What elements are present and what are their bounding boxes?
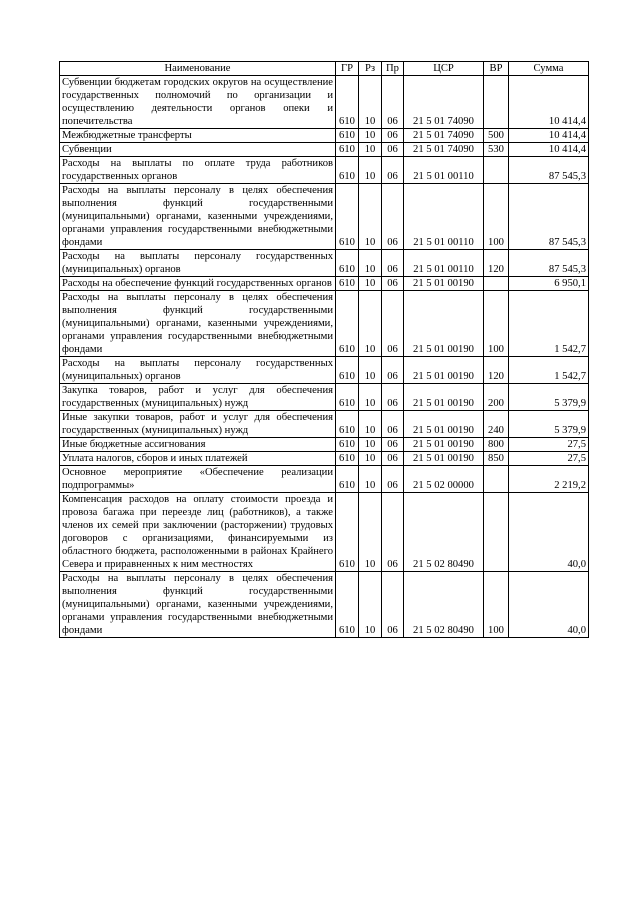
- row-csr: 21 5 01 00190: [404, 438, 484, 452]
- row-name: Расходы на выплаты персоналу в целях обеспечения выполнения функций государственными (муниципальными) органами, казенными учреждениями, органами управления государственными внебюджетными фондами: [60, 572, 336, 638]
- row-vr: 500: [484, 129, 509, 143]
- row-vr: 100: [484, 184, 509, 250]
- row-rz: 10: [359, 572, 382, 638]
- row-gr: 610: [336, 250, 359, 277]
- row-sum: 87 545,3: [509, 250, 589, 277]
- row-csr: 21 5 01 00190: [404, 357, 484, 384]
- row-sum: 40,0: [509, 572, 589, 638]
- row-gr: 610: [336, 277, 359, 291]
- table-row: [60, 493, 589, 572]
- row-rz: 10: [359, 357, 382, 384]
- row-name: Компенсация расходов на оплату стоимости проезда и провоза багажа при переезде лиц (работников), а также членов их семей при заключении (расторжении) трудовых договоров с организациями, финансируемыми из областного бюджета, расположенными в районах Крайнего Севера и приравненных к ним местностях: [60, 493, 336, 572]
- row-vr: 120: [484, 250, 509, 277]
- row-gr: 610: [336, 291, 359, 357]
- row-vr: 200: [484, 384, 509, 411]
- table-row: [60, 384, 589, 411]
- row-gr: 610: [336, 384, 359, 411]
- row-rz: 10: [359, 277, 382, 291]
- row-rz: 10: [359, 384, 382, 411]
- row-rz: 10: [359, 466, 382, 493]
- row-gr: 610: [336, 143, 359, 157]
- row-pr: 06: [382, 250, 404, 277]
- row-sum: 27,5: [509, 452, 589, 466]
- row-name: Межбюджетные трансферты: [60, 129, 336, 143]
- table-row: [60, 466, 589, 493]
- row-vr: 800: [484, 438, 509, 452]
- table-row: [60, 250, 589, 277]
- row-csr: 21 5 01 74090: [404, 76, 484, 129]
- row-vr: 120: [484, 357, 509, 384]
- table-row: [60, 129, 589, 143]
- row-csr: 21 5 01 00190: [404, 452, 484, 466]
- row-sum: 27,5: [509, 438, 589, 452]
- row-name: Расходы на выплаты персоналу государственных (муниципальных) органов: [60, 357, 336, 384]
- row-gr: 610: [336, 572, 359, 638]
- row-pr: 06: [382, 143, 404, 157]
- row-rz: 10: [359, 438, 382, 452]
- table-row: [60, 438, 589, 452]
- row-name: Субвенции бюджетам городских округов на осуществление государственных полномочий по организации и осуществлению деятельности органов опеки и попечительства: [60, 76, 336, 129]
- row-csr: 21 5 01 00190: [404, 411, 484, 438]
- row-pr: 06: [382, 76, 404, 129]
- row-vr: [484, 466, 509, 493]
- row-pr: 06: [382, 357, 404, 384]
- row-csr: 21 5 01 74090: [404, 129, 484, 143]
- table-row: [60, 76, 589, 129]
- row-name: Иные закупки товаров, работ и услуг для обеспечения государственных (муниципальных) нужд: [60, 411, 336, 438]
- table-row: [60, 277, 589, 291]
- header-gr: ГР: [336, 62, 359, 76]
- row-sum: 5 379,9: [509, 384, 589, 411]
- row-csr: 21 5 01 00110: [404, 250, 484, 277]
- row-rz: 10: [359, 250, 382, 277]
- header-vr: ВР: [484, 62, 509, 76]
- table-row: [60, 157, 589, 184]
- row-rz: 10: [359, 493, 382, 572]
- row-name: Расходы на выплаты персоналу государственных (муниципальных) органов: [60, 250, 336, 277]
- row-rz: 10: [359, 157, 382, 184]
- row-pr: 06: [382, 291, 404, 357]
- table-row: [60, 452, 589, 466]
- row-gr: 610: [336, 76, 359, 129]
- row-rz: 10: [359, 76, 382, 129]
- row-rz: 10: [359, 143, 382, 157]
- row-gr: 610: [336, 357, 359, 384]
- row-sum: 1 542,7: [509, 291, 589, 357]
- table-row: [60, 572, 589, 638]
- row-pr: 06: [382, 129, 404, 143]
- row-rz: 10: [359, 129, 382, 143]
- row-csr: 21 5 01 00110: [404, 157, 484, 184]
- row-rz: 10: [359, 411, 382, 438]
- row-name: Расходы на выплаты персоналу в целях обеспечения выполнения функций государственными (муниципальными) органами, казенными учреждениями, органами управления государственными внебюджетными фондами: [60, 291, 336, 357]
- row-sum: 6 950,1: [509, 277, 589, 291]
- row-gr: 610: [336, 157, 359, 184]
- row-pr: 06: [382, 452, 404, 466]
- row-rz: 10: [359, 452, 382, 466]
- row-csr: 21 5 01 00190: [404, 291, 484, 357]
- row-csr: 21 5 02 00000: [404, 466, 484, 493]
- row-pr: 06: [382, 277, 404, 291]
- row-vr: 100: [484, 291, 509, 357]
- header-pr: Пр: [382, 62, 404, 76]
- row-sum: 87 545,3: [509, 184, 589, 250]
- row-vr: [484, 277, 509, 291]
- row-sum: 1 542,7: [509, 357, 589, 384]
- row-pr: 06: [382, 438, 404, 452]
- row-pr: 06: [382, 384, 404, 411]
- row-pr: 06: [382, 572, 404, 638]
- row-name: Иные бюджетные ассигнования: [60, 438, 336, 452]
- row-vr: 100: [484, 572, 509, 638]
- row-vr: [484, 157, 509, 184]
- row-csr: 21 5 01 00190: [404, 277, 484, 291]
- row-csr: 21 5 01 00190: [404, 384, 484, 411]
- row-vr: 850: [484, 452, 509, 466]
- row-sum: 10 414,4: [509, 129, 589, 143]
- row-gr: 610: [336, 493, 359, 572]
- row-name: Расходы на обеспечение функций государственных органов: [60, 277, 336, 291]
- row-gr: 610: [336, 466, 359, 493]
- header-rz: Рз: [359, 62, 382, 76]
- budget-table: [59, 61, 589, 638]
- row-name: Основное мероприятие «Обеспечение реализации подпрограммы»: [60, 466, 336, 493]
- row-sum: 40,0: [509, 493, 589, 572]
- row-csr: 21 5 02 80490: [404, 493, 484, 572]
- table-row: [60, 357, 589, 384]
- row-gr: 610: [336, 438, 359, 452]
- header-name: Наименование: [60, 62, 336, 76]
- row-name: Расходы на выплаты по оплате труда работников государственных органов: [60, 157, 336, 184]
- row-gr: 610: [336, 411, 359, 438]
- row-name: Субвенции: [60, 143, 336, 157]
- row-pr: 06: [382, 466, 404, 493]
- row-gr: 610: [336, 184, 359, 250]
- row-vr: 240: [484, 411, 509, 438]
- row-sum: 5 379,9: [509, 411, 589, 438]
- table-header-row: [60, 62, 589, 76]
- row-rz: 10: [359, 291, 382, 357]
- row-pr: 06: [382, 157, 404, 184]
- row-gr: 610: [336, 129, 359, 143]
- table-row: [60, 143, 589, 157]
- row-csr: 21 5 01 74090: [404, 143, 484, 157]
- row-sum: 10 414,4: [509, 143, 589, 157]
- row-csr: 21 5 01 00110: [404, 184, 484, 250]
- header-sum: Сумма: [509, 62, 589, 76]
- row-vr: 530: [484, 143, 509, 157]
- row-gr: 610: [336, 452, 359, 466]
- row-csr: 21 5 02 80490: [404, 572, 484, 638]
- row-name: Закупка товаров, работ и услуг для обеспечения государственных (муниципальных) нужд: [60, 384, 336, 411]
- row-vr: [484, 493, 509, 572]
- row-vr: [484, 76, 509, 129]
- row-sum: 2 219,2: [509, 466, 589, 493]
- row-name: Расходы на выплаты персоналу в целях обеспечения выполнения функций государственными (муниципальными) органами, казенными учреждениями, органами управления государственными внебюджетными фондами: [60, 184, 336, 250]
- table-row: [60, 291, 589, 357]
- row-pr: 06: [382, 411, 404, 438]
- row-rz: 10: [359, 184, 382, 250]
- row-name: Уплата налогов, сборов и иных платежей: [60, 452, 336, 466]
- row-sum: 87 545,3: [509, 157, 589, 184]
- table-row: [60, 411, 589, 438]
- row-pr: 06: [382, 493, 404, 572]
- row-pr: 06: [382, 184, 404, 250]
- row-sum: 10 414,4: [509, 76, 589, 129]
- header-csr: ЦСР: [404, 62, 484, 76]
- table-row: [60, 184, 589, 250]
